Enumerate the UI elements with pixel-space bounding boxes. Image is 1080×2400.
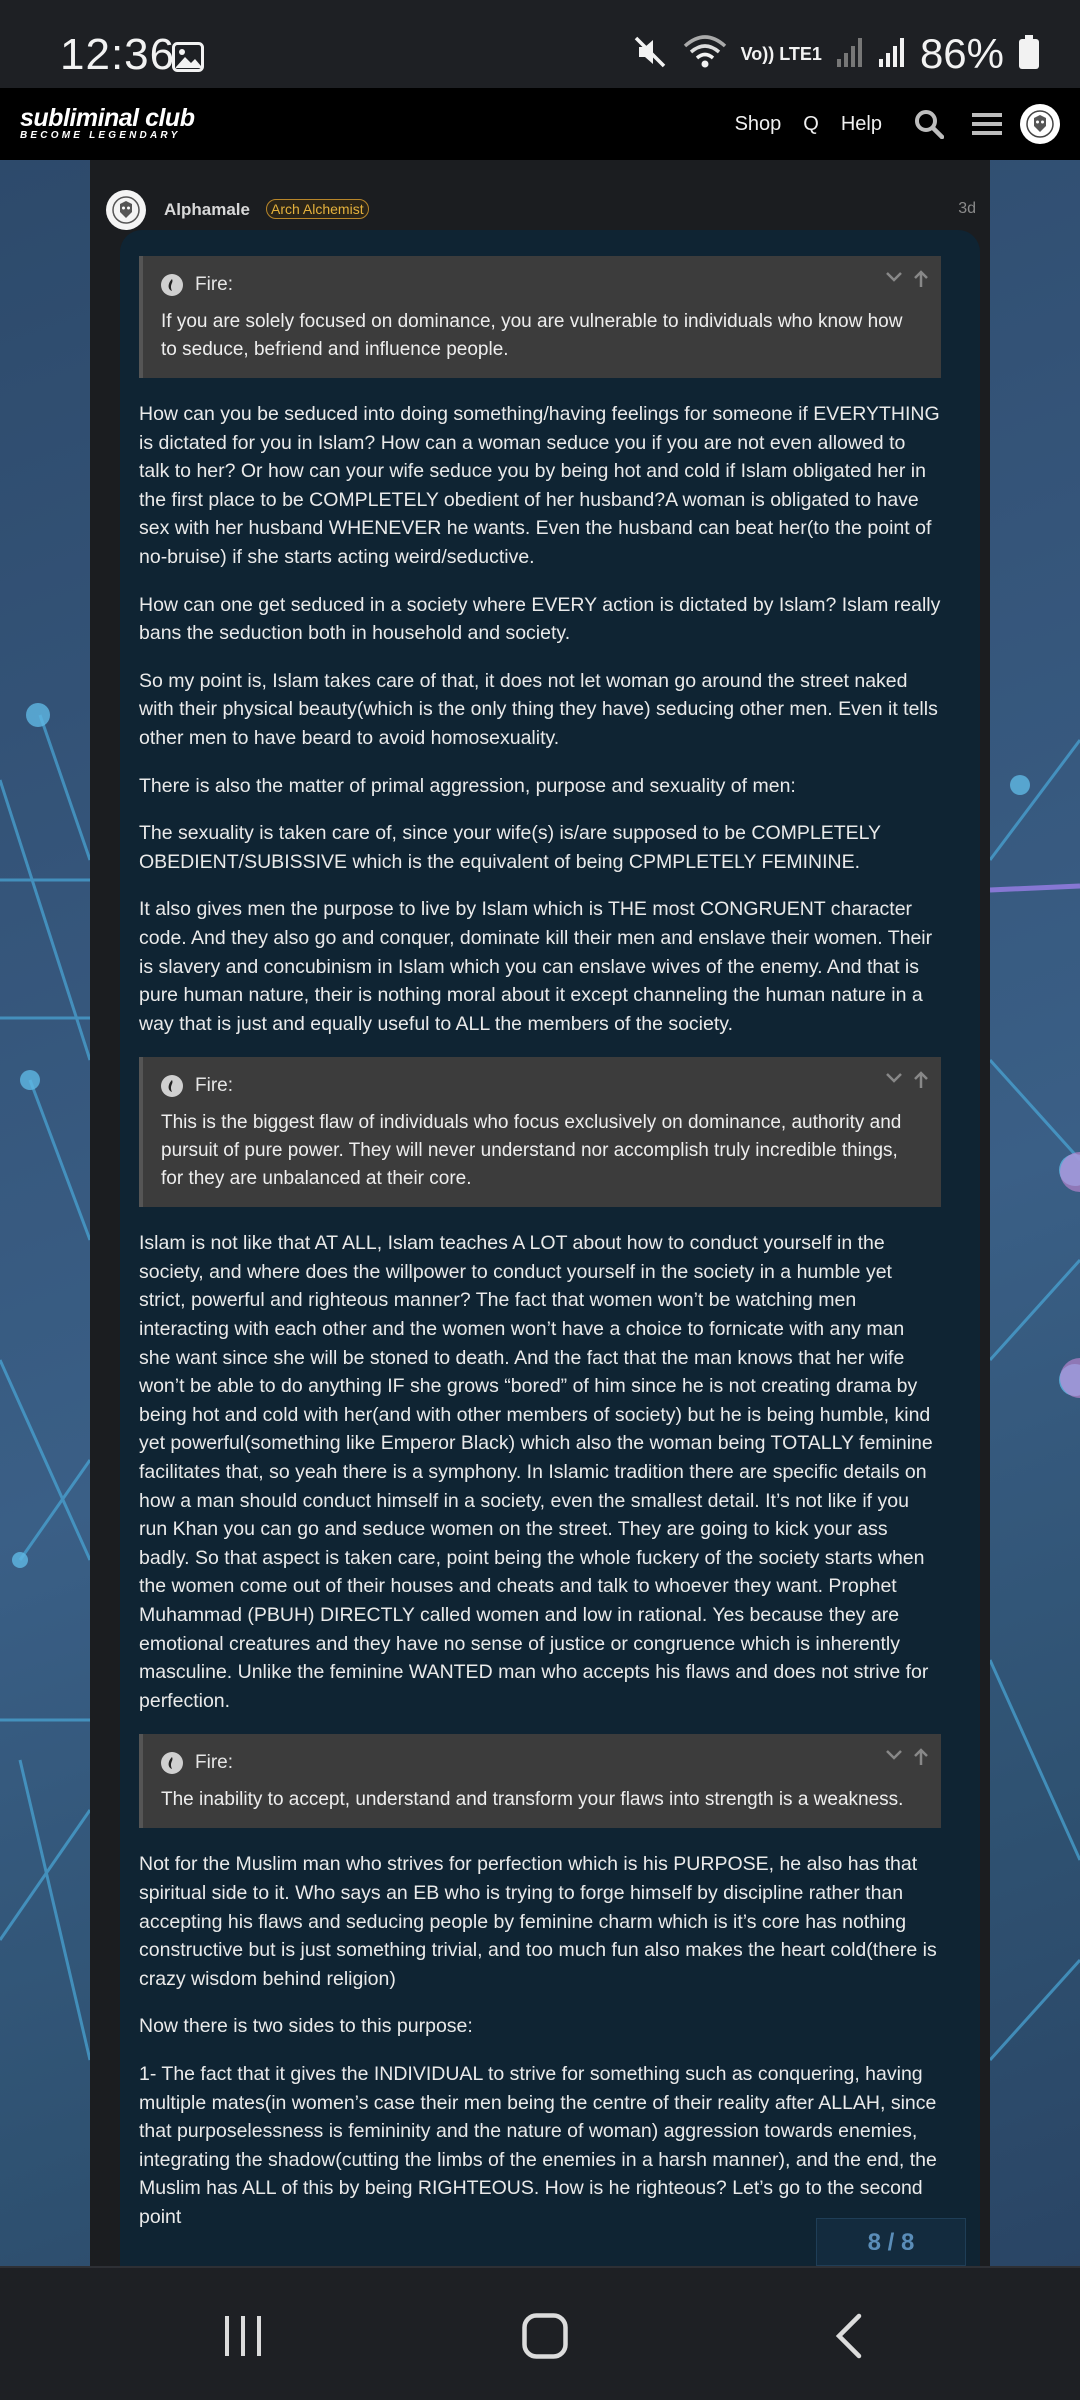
nav-help[interactable]: Help <box>840 112 882 135</box>
quote-author: Fire: <box>195 1075 233 1097</box>
network-type: Vo)) LTE1 <box>740 44 822 64</box>
header-nav <box>735 88 1060 160</box>
quote-text: The inability to accept, understand and transform your flaws into strength is a weakness. <box>161 1789 904 1811</box>
user-avatar[interactable] <box>1020 104 1060 144</box>
quote-author: Fire: <box>195 274 233 295</box>
signal-icon-2 <box>878 35 906 74</box>
post-paragraph: How can one get seduced in a society where EVERY action is dictated by Islam? Islam really bans the seduction both in household and society. <box>139 593 941 645</box>
post-paragraph: Islam is not like that AT ALL, Islam teaches A LOT about how to conduct yourself in the society, and where does the willpower to conduct yourself in the society in a humble yet strict, powerful and righteous manner? The fact that women won’t be watching men interacting with each other and the women won’t have a choice to fornicate with any man she want since she will be stoned to death. And the fact that the man knows that her wife won’t be able to do anything IF she grows “bored” of him since he is not creating drama by being hot and cold with her(and with other members of society) but he is being humble, kind yet powerful(something like Emperor Black) which also the woman being TOTALLY feminine facilitates that, so yeah there is a symphony. In Islamic tradition there are specific details on how a man should conduct himself in a society, even the smallest detail. It’s not like if you run Khan you can go and seduce women on the street. They are going to kick your ass badly. So that aspect is taken care, point being the whole fuckery of the society starts when the women come out of their houses and cheats and talk to whoever they want. Prophet Muhammad (PBUH) DIRECTLY called women and low in rational. Yes because they are emotional creatures and they have no sense of justice or congruence which is inherently masculine. Unlike the feminine WANTED man who accepts his flaws and does not strive for perfection. <box>139 1232 933 1712</box>
post-paragraph: Now there is two sides to this purpose: <box>139 2015 473 2038</box>
battery-icon <box>1018 34 1040 75</box>
site-logo[interactable] <box>20 106 194 142</box>
post-paragraph: There is also the matter of primal aggression, purpose and sexuality of men: <box>139 774 796 797</box>
search-icon[interactable] <box>914 109 944 139</box>
quote-block <box>139 1734 941 1828</box>
author-badge[interactable]: Arch Alchemist <box>266 199 369 219</box>
site-header <box>0 88 1080 160</box>
signal-icon-1 <box>836 35 864 74</box>
thread-column <box>90 160 990 2266</box>
quote-author: Fire: <box>195 1752 233 1774</box>
author-avatar[interactable] <box>106 190 146 230</box>
gallery-icon <box>172 42 204 77</box>
chevron-down-icon[interactable] <box>885 1748 903 1771</box>
quote-block <box>139 1057 941 1207</box>
hamburger-menu-icon[interactable] <box>972 111 1002 137</box>
post-age[interactable]: 3d <box>958 200 976 217</box>
mute-icon <box>631 34 669 75</box>
quote-text: If you are solely focused on dominance, you are vulnerable to individuals who know how to seduce, befriend and influence people. <box>161 311 903 360</box>
system-nav-bar <box>0 2266 1080 2400</box>
chevron-down-icon[interactable] <box>885 270 903 293</box>
logo-title: subliminal club <box>20 104 195 132</box>
status-bar <box>0 0 1080 88</box>
chevron-down-icon[interactable] <box>885 1071 903 1094</box>
quote-avatar <box>161 1075 183 1097</box>
post-body <box>120 230 980 2266</box>
nav-q[interactable]: Q <box>803 112 819 135</box>
post-header <box>106 190 976 234</box>
quote-avatar <box>161 274 183 296</box>
post-paragraph: So my point is, Islam takes care of that, it does not let woman go around the street naked with their physical beauty(which is the only thing they have) seducing other men. Even it tells other men to have beard to avoid homosexuality. <box>139 669 938 749</box>
quote-avatar <box>161 1752 183 1774</box>
status-icons <box>631 30 1040 78</box>
status-time: 12:36 <box>60 30 176 79</box>
home-icon[interactable] <box>505 2308 585 2364</box>
arrow-up-icon[interactable] <box>913 270 929 293</box>
quote-text: This is the biggest flaw of individuals who focus exclusively on dominance, authority and pursuit of pure power. They will never understand nor accomplish truly incredible things, for they are unbalanced at their core. <box>161 1112 902 1190</box>
nav-shop[interactable]: Shop <box>734 112 782 135</box>
post-paragraph: Not for the Muslim man who strives for perfection which is his PURPOSE, he also has that spiritual side to it. Who says an EB who is trying to forge himself by discipline rather than accepting his flaws and seducing people by feminine charm which is it’s core has nothing constructive but is just something trivial, and too much fun also makes the heart cold(there is crazy wisdom behind religion) <box>139 1853 937 1990</box>
post-paragraph: How can you be seduced into doing something/having feelings for someone if EVERYTHING is dictated for you in Islam? How can a woman seduce you if you are not even allowed to talk to her? Or how can your wife seduce you by being hot and cold if Islam obligated her in the first place to be COMPLETELY obedient of her husband?A woman is obligated to have sex with her husband WHENEVER he wants. Even the husband can beat her(to the point of no-bruise) if she starts acting weird/seductive. <box>139 403 940 568</box>
post-paragraph: 1- The fact that it gives the INDIVIDUAL to strive for something such as conquering, having multiple mates(in women’s case their men being the centre of their reality after ALLAH, since that purposelessness is femininity and the nature of woman) aggression towards enemies, integrating the shadow(cutting the limbs of the enemies in a harsh manner), and the end, the Muslim has ALL of this by being RIGHTEOUS. How is he righteous? Let’s go to the second point <box>139 2062 937 2228</box>
arrow-up-icon[interactable] <box>913 1071 929 1094</box>
arrow-up-icon[interactable] <box>913 1748 929 1771</box>
quote-block <box>139 256 941 378</box>
wifi-icon <box>683 34 727 75</box>
post-paragraph: It also gives men the purpose to live by Islam which is THE most CONGRUENT character code. And they also go and conquer, dominate kill their men and enslave their women. Their is slavery and concubinism in Islam which you can enslave wives of the enemy. And that is pure human nature, their is nothing moral about it except channeling the human nature in a way that is just and equally useful to ALL the members of the society. <box>139 898 933 1035</box>
author-name[interactable]: Alphamale <box>164 200 250 219</box>
back-icon[interactable] <box>808 2308 888 2364</box>
post-progress-indicator[interactable]: 8 / 8 <box>816 2218 966 2266</box>
post-paragraph: The sexuality is taken care of, since your wife(s) is/are supposed to be COMPLETELY OBEDIENT/SUBISSIVE which is the equivalent of being CPMPLETELY FEMININE. <box>139 822 881 873</box>
logo-tagline: BECOME LEGENDARY <box>20 130 181 141</box>
recent-apps-icon[interactable] <box>203 2308 283 2364</box>
battery-level: 86% <box>919 30 1004 77</box>
